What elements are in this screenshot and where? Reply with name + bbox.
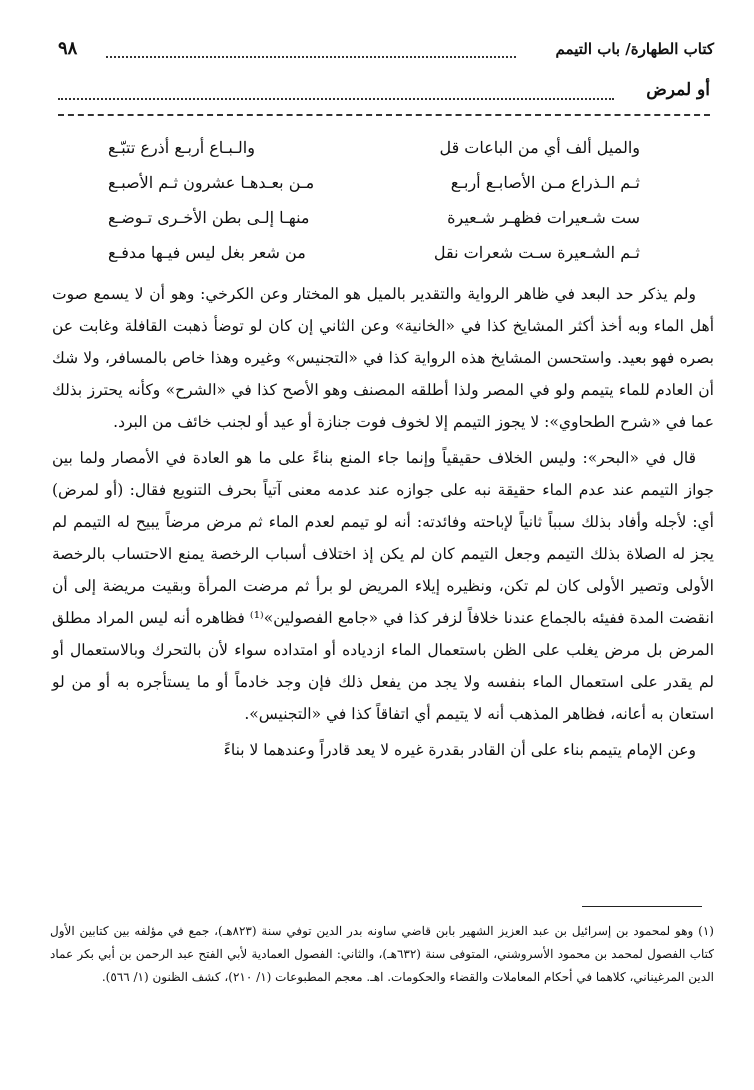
verse-first-hemistich: ثـم الشـعيرة سـت شعرات نقل <box>433 243 640 262</box>
running-header <box>58 40 714 68</box>
verse-second-hemistich: مـن بعـدهـا عشرون ثـم الأصبـع <box>108 173 315 192</box>
verse-second-hemistich: والـبـاع أربـع أذرع تتبّـع <box>108 138 255 157</box>
topic-heading <box>58 80 710 120</box>
topic-label: أو لمرض <box>646 80 710 100</box>
body-paragraph: ولم يذكر حد البعد في ظاهر الرواية والتقدير بالميل هو المختار وعن الكرخي: وهو أن لا يسمع صوت أهل الماء وبه أخذ أكثر المشايخ كذا في «الخانية» وعن الثاني إن كان لو توضأ ذهبت القافلة وغابت عن بصره فهو بعيد. واستحسن المشايخ هذه الرواية كذا في «التجنيس» وغيره وهذا خاص بالمسافر، ولا شك أن العادم للماء يتيمم ولو في المصر ولذا أطلقه المصنف وهو الأصح كذا في «الشرح» وكأنه يحترز بذلك عما في «شرح الطحاوي»: لا يجوز التيمم إلا لخوف فوت جنازة أو عيد أو لجنب خائف من البرد. <box>52 285 714 431</box>
section-dashed-divider <box>58 114 710 116</box>
poem-verse <box>108 173 640 208</box>
poem <box>108 138 640 278</box>
page-number: ٩٨ <box>58 38 78 59</box>
footnote-separator <box>582 906 702 907</box>
body-paragraph: وعن الإمام يتيمم بناء على أن القادر بقدرة غيره لا يعد قادراً وعندهما لا بناءً <box>223 741 696 759</box>
footnote: (١) وهو لمحمود بن إسرائيل بن عبد العزيز الشهير بابن قاضي ساونه بدر الدين توفي سنة (٨٢٣هـ)، جمع في مؤلفه بين كتابين الأول كتاب الفصول لمحمد بن محمود الأسروشني، المتوفى سنة (٦٣٢هـ)، والثاني: الفصول العمادية لأبي الفتح عبد الرحمن بن أبي بكر عماد الدين المرغيناني، كلاهما في أحكام المعاملات والقضاء والحكومات. اهـ. معجم المطبوعات (١/ ٢١٠)، كشف الظنون (١/ ٥٦٦). <box>50 924 715 984</box>
verse-first-hemistich: ست شـعيرات فظهـر شـعيرة <box>447 208 640 227</box>
topic-dotted-leader <box>58 98 614 100</box>
header-dotted-leader <box>106 56 516 58</box>
verse-first-hemistich: ثـم الـذراع مـن الأصابـع أربـع <box>450 173 640 192</box>
body-text <box>52 278 714 766</box>
running-title: كتاب الطهارة/ باب التيمم <box>555 40 714 58</box>
poem-verse <box>108 243 640 278</box>
poem-verse <box>108 208 640 243</box>
poem-verse <box>108 138 640 173</box>
verse-first-hemistich: والميل ألف أي من الباعات قل <box>439 138 640 157</box>
body-paragraph: قال في «البحر»: وليس الخلاف حقيقياً وإنما جاء المنع بناءً على ما هو العادة في الأمصار ولما بين جواز التيمم عند عدم الماء حقيقة نبه على جوازه عند عدمه معنى آتياً بحرف التنويع فقال: (أو لمرض) أي: لأجله وأفاد بذلك سبباً ثانياً لإباحته وفائدته: أنه لو تيمم لعدم الماء ثم مرض مرضاً يبيح له التيمم لم يجز له الصلاة بذلك التيمم وجعل التيمم كان لم يكن إذ اختلاف أسباب الرخصة يمنع الاحتساب بالرخصة الأولى وتصير الأولى كان لم تكن، ونظيره إيلاء المريض لو برأ ثم مرضت المرأة وبقيت مريضة إلى أن انقضت المدة ففيئه بالجماع عندنا خلافاً لزفر كذا في «جامع الفصولين»⁽¹⁾ فظاهره أنه ليس المراد مطلق المرض بل مرض يغلب على الظن باستعمال الماء ازدياده أو امتداده سواء لأن بالتحرك وبالاستعمال أو لم يقدر على استعمال الماء بنفسه ولا يجد من يفعل ذلك فإن وجد خادماً أو ما يستأجره به أو من لو استعان به أعانه، فظاهر المذهب أنه لا يتيمم أي اتفاقاً كذا في «التجنيس». <box>52 449 714 723</box>
verse-second-hemistich: منهـا إلـى بطن الأخـرى تـوضـع <box>108 208 310 227</box>
verse-second-hemistich: من شعر بغل ليس فيـها مدفـع <box>108 243 306 262</box>
